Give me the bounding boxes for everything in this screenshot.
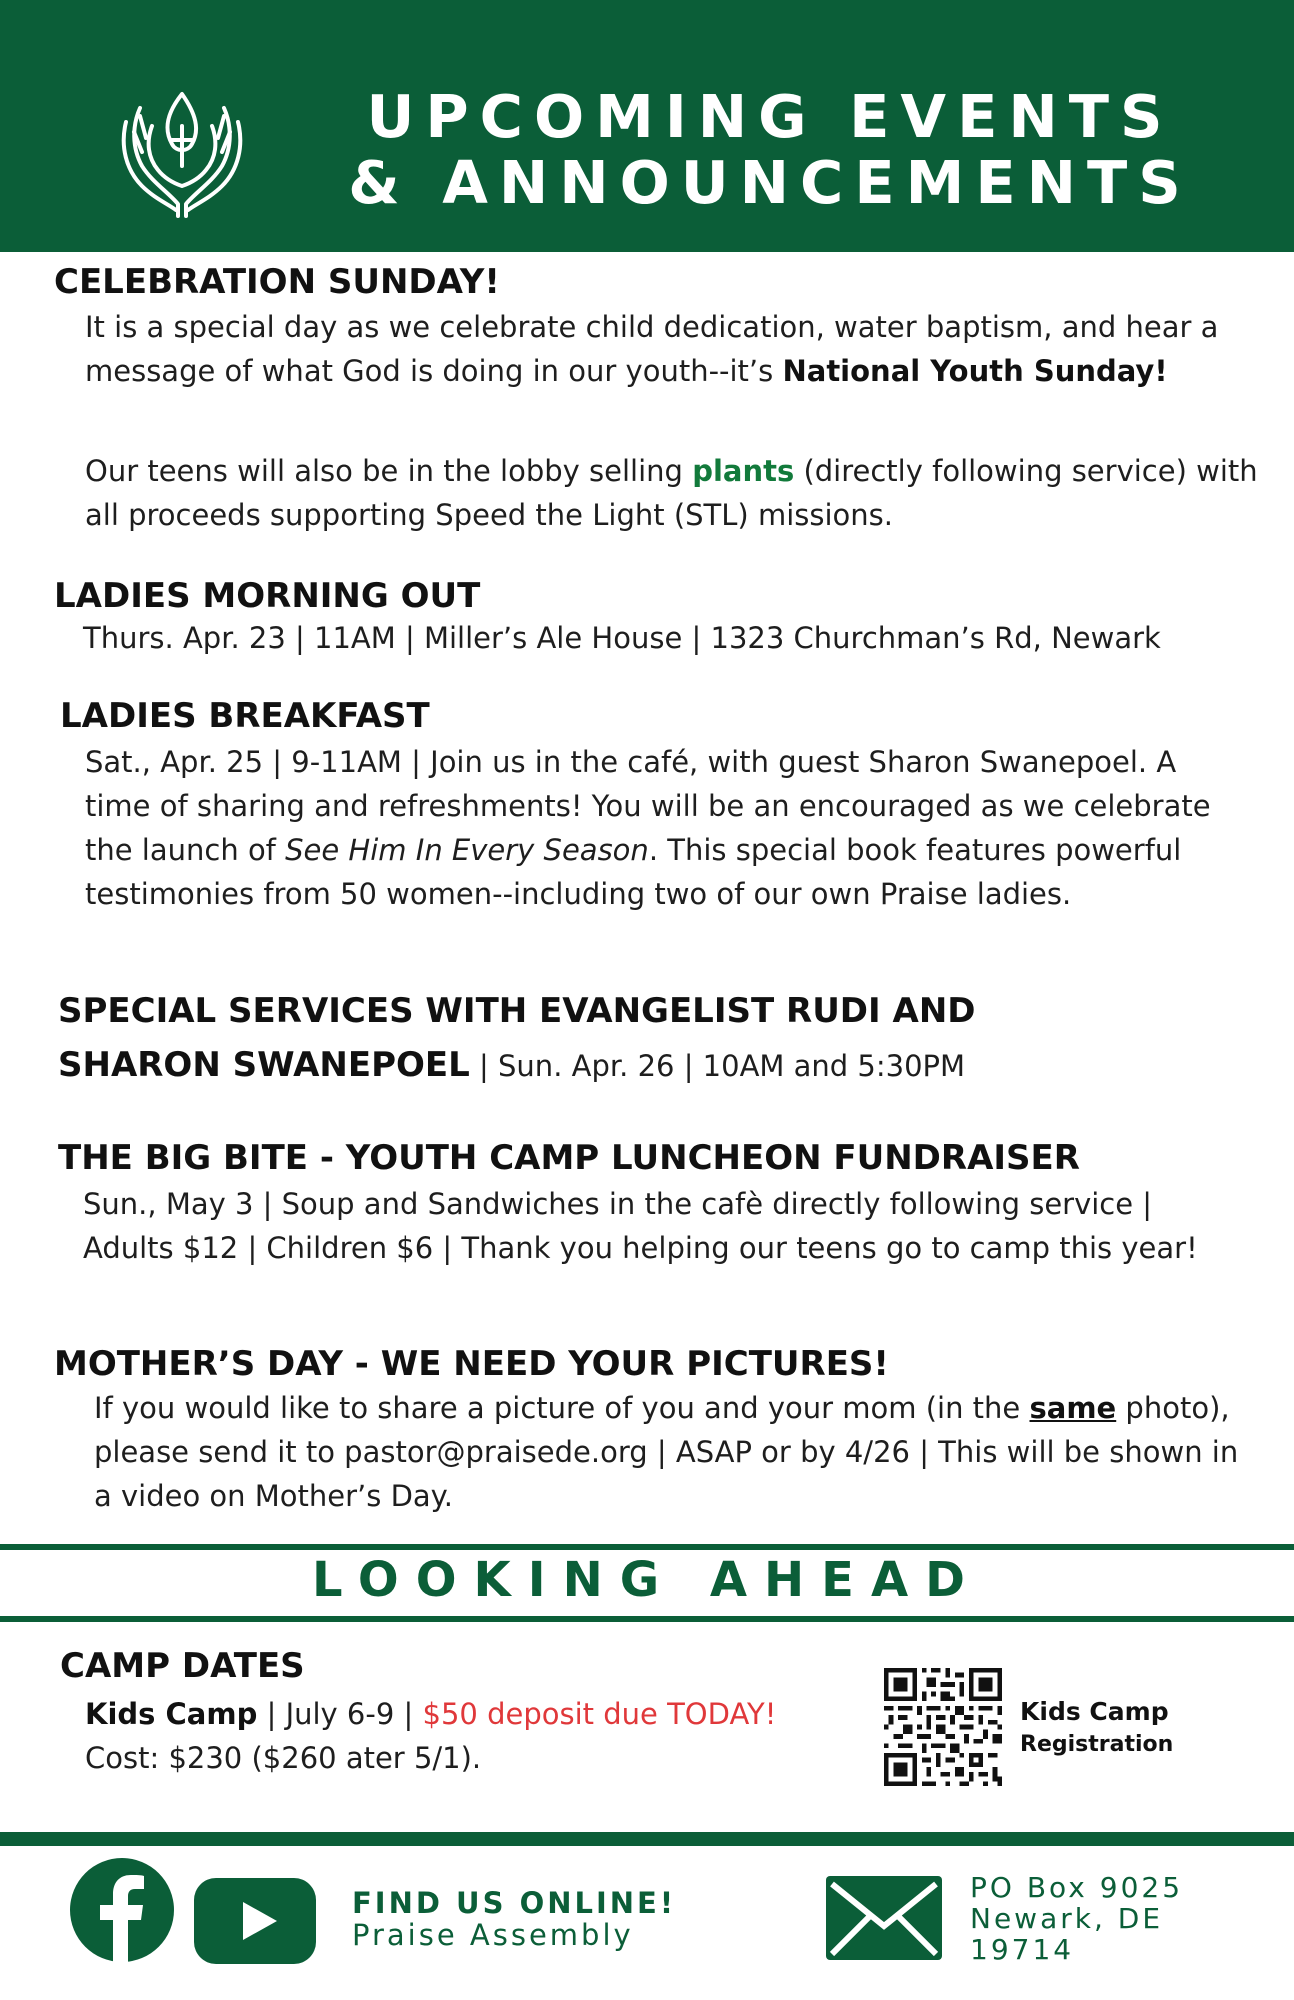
find-us-online: FIND US ONLINE! <box>352 1886 677 1920</box>
facebook-icon[interactable] <box>70 1858 174 1962</box>
mothers-day-text-a: If you would like to share a picture of you and your mom (in the <box>94 1391 1030 1425</box>
camp-cost: Cost: $230 ($260 ater 5/1). <box>85 1741 482 1775</box>
book-title: See Him In Every Season <box>285 833 649 867</box>
mothers-day-text <box>94 1386 1244 1518</box>
ladies-breakfast-text-b: . This special book features powerful testimonies from 50 women--including two of our own Praise ladies. <box>85 833 1182 911</box>
divider-bottom <box>0 1616 1294 1622</box>
celebration-paragraph-1 <box>85 305 1265 393</box>
celebration-title: CELEBRATION SUNDAY! <box>54 262 500 302</box>
celebration-p1-text: It is a special day as we celebrate child dedication, water baptism, and hear a message of what God is doing in our youth--it’s <box>85 310 1219 388</box>
address-line-1: PO Box 9025 <box>970 1871 1184 1904</box>
mailing-address <box>970 1872 1183 1965</box>
plants-highlight: plants <box>692 454 795 488</box>
address-line-2: Newark, DE <box>970 1902 1164 1935</box>
qr-label <box>1020 1695 1180 1761</box>
ladies-breakfast-text-a: Sat., Apr. 25 | 9-11AM | Join us in the café, with guest Sharon Swanepoel. A time of sharing and refreshments! You will be an encouraged as we celebrate the launch of <box>85 745 1211 867</box>
qr-label-line-1: Kids Camp <box>1020 1697 1169 1726</box>
qr-label-line-2: Registration <box>1020 1732 1174 1757</box>
kids-camp-label: Kids Camp <box>85 1697 258 1731</box>
footer-divider <box>0 1832 1294 1846</box>
looking-ahead-title: LOOKING AHEAD <box>312 1552 982 1608</box>
same-underline: same <box>1029 1391 1117 1425</box>
address-line-3: 19714 <box>970 1933 1075 1966</box>
divider-top <box>0 1544 1294 1550</box>
ladies-morning-details: Thurs. Apr. 23 | 11AM | Miller’s Ale House | 1323 Churchman’s Rd, Newark <box>83 621 1161 655</box>
mothers-day-text-b: photo), please send it to pastor@praisede.org | ASAP or by 4/26 | This will be shown in a video on Mother’s Day. <box>94 1391 1239 1513</box>
header-banner <box>0 0 1294 252</box>
page-title <box>270 84 1270 216</box>
kids-camp-dates: | July 6-9 | <box>257 1697 423 1731</box>
big-bite-title: THE BIG BITE - YOUTH CAMP LUNCHEON FUNDRAISER <box>58 1138 1080 1178</box>
celebration-p2-text-b: (directly following service) with all proceeds supporting Speed the Light (STL) missions. <box>85 454 1258 532</box>
special-services-name: SHARON SWANEPOEL <box>58 1045 470 1085</box>
qr-code-icon[interactable] <box>884 1668 1002 1786</box>
youtube-icon[interactable] <box>194 1878 316 1964</box>
special-services-details: | Sun. Apr. 26 | 10AM and 5:30PM <box>469 1049 966 1083</box>
ladies-breakfast-text <box>85 740 1225 916</box>
envelope-icon[interactable] <box>826 1876 942 1960</box>
church-name: Praise Assembly <box>352 1918 634 1952</box>
ladies-morning-title: LADIES MORNING OUT <box>54 576 481 616</box>
special-services-title-line-1: SPECIAL SERVICES WITH EVANGELIST RUDI AND <box>58 991 976 1031</box>
celebration-paragraph-2 <box>85 449 1265 537</box>
celebration-p2-text-a: Our teens will also be in the lobby selling <box>85 454 693 488</box>
mothers-day-title: MOTHER’S DAY - WE NEED YOUR PICTURES! <box>54 1344 889 1384</box>
kids-camp-line <box>85 1692 885 1736</box>
title-line-1: UPCOMING EVENTS <box>366 82 1174 151</box>
title-line-2: & ANNOUNCEMENTS <box>348 148 1192 217</box>
special-services-title-line-2 <box>58 1045 965 1085</box>
national-youth-sunday: National Youth Sunday! <box>782 354 1168 388</box>
deposit-due: $50 deposit due TODAY! <box>422 1697 777 1731</box>
ladies-breakfast-title: LADIES BREAKFAST <box>60 696 430 736</box>
flame-cross-hands-icon <box>116 86 248 222</box>
camp-dates-title: CAMP DATES <box>60 1646 305 1686</box>
big-bite-text: Sun., May 3 | Soup and Sandwiches in the cafè directly following service | Adults $12 | Children $6 | Thank you helping our teens go to camp this year! <box>83 1187 1198 1265</box>
